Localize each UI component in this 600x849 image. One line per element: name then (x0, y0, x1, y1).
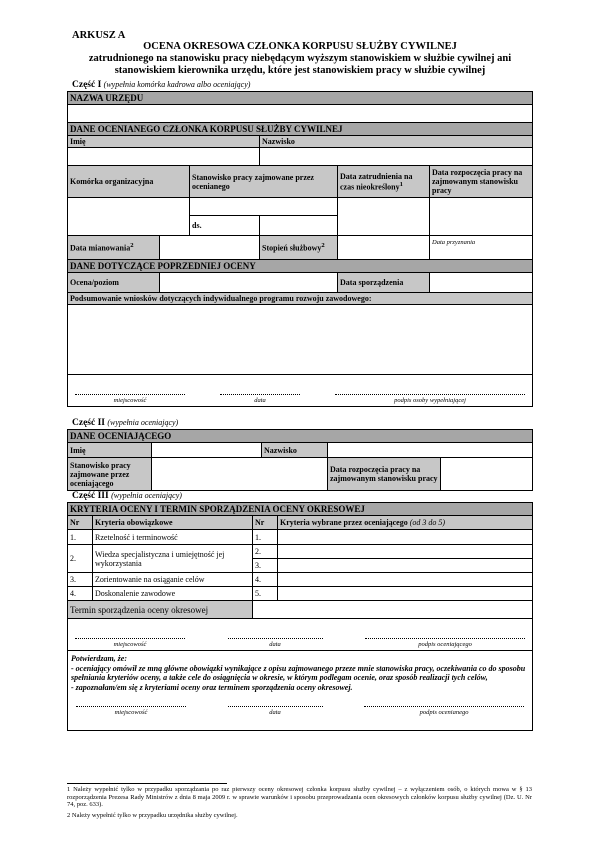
komorka-label: Komórka organizacyjna (68, 166, 190, 198)
section-urzad-header: NAZWA URZĘDU (68, 92, 533, 105)
sig-podpis-3: podpis ocenianego (419, 709, 469, 716)
stopien-label: Stopień służbowy$^2$ (260, 236, 338, 260)
kryteria-signature-row (68, 619, 533, 651)
part-1-table (67, 91, 533, 407)
oceniajacy-imie-label: Imię (68, 443, 152, 458)
row-nr: 3. (68, 573, 93, 587)
sig-miejscowosc-2: miejscowość (113, 641, 147, 648)
termin-field[interactable] (253, 601, 533, 619)
oceniajacy-stanowisko-field[interactable] (152, 458, 328, 491)
sig-miejscowosc-3: miejscowość (114, 709, 148, 716)
footnote-divider (67, 783, 227, 784)
imie-label: Imię (68, 136, 260, 148)
sig-miejscowosc-1: miejscowość (113, 397, 147, 404)
part-2-label: Część II (wypełnia oceniający) (72, 418, 179, 428)
oceniajacy-data-rozpoczecia-field[interactable] (441, 458, 533, 491)
nazwisko-label: Nazwisko (260, 136, 533, 148)
data-rozpoczecia-label: Data rozpoczęcia pracy na zajmowanym stanowisku pracy (430, 166, 533, 198)
section-oceniajacy-header: DANE OCENIAJĄCEGO (68, 430, 533, 443)
row-criterion: Doskonalenie zawodowe (93, 587, 253, 601)
urzad-name-field[interactable] (68, 105, 533, 123)
oceniajacy-data-rozpoczecia-label: Data rozpoczęcia pracy na zajmowanym stanowisku pracy (328, 458, 441, 491)
oceniajacy-imie-field[interactable] (152, 443, 262, 458)
termin-label: Termin sporządzenia oceny okresowej (68, 601, 253, 619)
oceniajacy-stanowisko-label: Stanowisko pracy zajmowane przez oceniającego (68, 458, 152, 491)
row-nr2: 4. (253, 573, 278, 587)
form-title: OCENA OKRESOWA CZŁONKA KORPUSU SŁUŻBY CYWILNEJ (143, 41, 457, 52)
selected-criterion-field-5[interactable] (278, 587, 533, 601)
data-mianowania-field[interactable] (160, 236, 260, 260)
potwierdzenie-box (68, 651, 533, 731)
table-row (68, 545, 533, 559)
potwierdzenie-line-1: Potwierdzam, że: (71, 654, 127, 663)
nazwisko-field[interactable] (260, 148, 533, 166)
ocena-poziom-label: Ocena/poziom (68, 273, 160, 293)
data-sporzadzenia-field[interactable] (430, 273, 533, 293)
row-criterion: Zorientowanie na osiąganie celów (93, 573, 253, 587)
podsumowanie-field[interactable] (68, 305, 533, 375)
selected-criterion-field-1[interactable] (278, 530, 533, 545)
col-obligatory-header: Kryteria obowiązkowe (93, 516, 253, 530)
row-nr2: 2. (253, 545, 278, 559)
col-nr2-header: Nr (253, 516, 278, 530)
selected-criterion-field-4[interactable] (278, 573, 533, 587)
potwierdzenie-line-3: - zapoznałam/em się z kryteriami oceny oraz terminem sporządzenia oceny okresowej. (71, 682, 353, 692)
table-row (68, 573, 533, 587)
footnote-1: 1 Należy wypełnić tylko w przypadku sporządzania po raz pierwszy oceny okresowej członka korpusu służby cywilnej – z wyłączeniem osób, o których mowa w § 13 rozporządzenia Prezesa Rady Ministrów z dnia 8 maja 2009 r. w sprawie warunków i sposobu przeprowadzania ocen okresowych członków korpusu służby cywilnej (Dz. U. Nr 74, poz. 633). (67, 786, 532, 808)
stopien-field[interactable] (338, 236, 430, 260)
sig-podpis-2: podpis oceniającego (418, 641, 472, 648)
sig-data-2: data (269, 641, 281, 648)
part-1-label: Część I (wypełnia komórka kadrowa albo oceniający) (72, 80, 251, 90)
row-nr2: 5. (253, 587, 278, 601)
sig-podpis-1: podpis osoby wypełniającej (394, 397, 466, 404)
row-nr: 4. (68, 587, 93, 601)
data-mianowania-label: Data mianowania$^2$ (68, 236, 160, 260)
selected-criterion-field-3[interactable] (278, 559, 533, 573)
row-nr: 1. (68, 530, 93, 545)
data-rozpoczecia-field[interactable] (430, 198, 533, 236)
ocena-poziom-field[interactable] (160, 273, 338, 293)
oceniajacy-nazwisko-field[interactable] (328, 443, 533, 458)
podsumowanie-label: Podsumowanie wniosków dotyczących indywidualnego programu rozwoju zawodowego: (68, 293, 533, 305)
row-criterion: Rzetelność i terminowość (93, 530, 253, 545)
footnote-2: 2 Należy wypełnić tylko w przypadku urzędnika służby cywilnej. (67, 812, 238, 819)
selected-criterion-field-2[interactable] (278, 545, 533, 559)
potwierdzenie-line-2: - oceniający omówił ze mną główne obowiązki wynikające z opisu zajmowanego przeze mnie stanowiska pracy, oczekiwania co do sposobu spełniania kryteriów oceny, a także cele do osiągnięcia w okresie, w którym podlegam ocenie, oraz sposób realizacji tych celów, (71, 663, 526, 682)
poprzednia-signature-row (68, 375, 533, 407)
part-3-table (67, 502, 533, 731)
stanowisko-field[interactable] (190, 198, 338, 216)
form-subtitle-line-1: zatrudnionego na stanowisku pracy niebędącym wyższym stanowiskiem w służbie cywilnej ani (88, 53, 512, 64)
data-zatrudnienia-label: Data zatrudnienia na czas nieokreślony$^1$ (338, 166, 430, 198)
ds-field[interactable] (260, 216, 338, 236)
data-przyznania-label: Data przyznania (432, 239, 476, 246)
row-criterion: Wiedza specjalistyczna i umiejętność jej wykorzystania (93, 545, 253, 573)
part-2-table (67, 429, 533, 491)
komorka-field[interactable] (68, 198, 190, 236)
row-nr2: 3. (253, 559, 278, 573)
sig-data-3: data (269, 709, 281, 716)
stanowisko-label: Stanowisko pracy zajmowane przez ocenianego (190, 166, 338, 198)
data-sporzadzenia-label: Data sporządzenia (338, 273, 430, 293)
data-przyznania-field[interactable] (430, 236, 533, 260)
ds-label: ds. (190, 216, 260, 236)
col-selected-header: Kryteria wybrane przez oceniającego (od 3 do 5) (278, 516, 533, 530)
sig-data-1: data (254, 397, 266, 404)
form-subtitle-line-2: stanowiskiem kierownika urzędu, które jest stanowiskiem pracy w służbie cywilnej (114, 65, 486, 76)
row-nr: 2. (68, 545, 93, 573)
imie-field[interactable] (68, 148, 260, 166)
col-nr-header: Nr (68, 516, 93, 530)
oceniajacy-nazwisko-label: Nazwisko (262, 443, 328, 458)
sheet-label: ARKUSZ A (72, 30, 126, 41)
data-zatrudnienia-field[interactable] (338, 198, 430, 236)
section-poprzednia-header: DANE DOTYCZĄCE POPRZEDNIEJ OCENY (68, 260, 533, 273)
row-nr2: 1. (253, 530, 278, 545)
part-3-label: Część III (wypełnia oceniający) (72, 491, 182, 501)
table-row (68, 530, 533, 545)
section-oceniany-header: DANE OCENIANEGO CZŁONKA KORPUSU SŁUŻBY CYWILNEJ (68, 123, 533, 136)
table-row (68, 587, 533, 601)
section-kryteria-header: KRYTERIA OCENY I TERMIN SPORZĄDZENIA OCENY OKRESOWEJ (68, 503, 533, 516)
